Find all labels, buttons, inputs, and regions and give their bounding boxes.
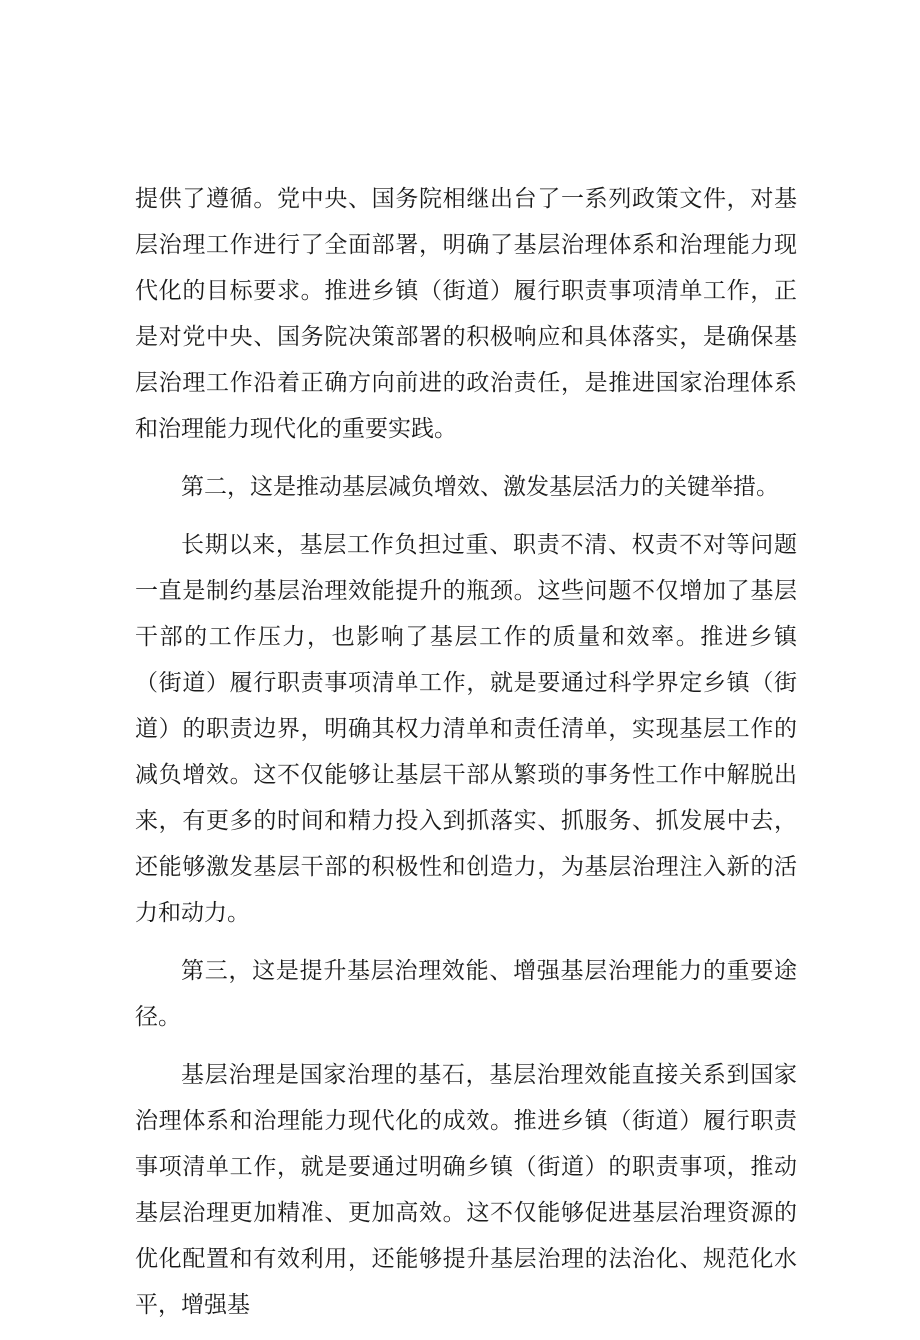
paragraph-continuation: 提供了遵循。党中央、国务院相继出台了一系列政策文件，对基层治理工作进行了全面部署，明确了基层治理体系和治理能力现代化的目标要求。推进乡镇（街道）履行职责事项清单工作，正是对党中央、国务院决策部署的积极响应和具体落实，是确保基层治理工作沿着正确方向前进的政治责任，是推进国家治理体系和治理能力现代化的重要实践。 [135, 186, 797, 442]
paragraph-second-body: 长期以来，基层工作负担过重、职责不清、权责不对等问题一直是制约基层治理效能提升的瓶颈。这些问题不仅增加了基层干部的工作压力，也影响了基层工作的质量和效率。推进乡镇（街道）履行职责事项清单工作，就是要通过科学界定乡镇（街道）的职责边界，明确其权力清单和责任清单，实现基层工作的减负增效。这不仅能够让基层干部从繁琐的事务性工作中解脱出来，有更多的时间和精力投入到抓落实、抓服务、抓发展中去，还能够激发基层干部的积极性和创造力，为基层治理注入新的活力和动力。 [135, 532, 797, 926]
document-body [135, 176, 797, 1340]
section-heading-third: 第三，这是提升基层治理效能、增强基层治理能力的重要途径。 [135, 958, 797, 1030]
paragraph-third-body: 基层治理是国家治理的基石，基层治理效能直接关系到国家治理体系和治理能力现代化的成效。推进乡镇（街道）履行职责事项清单工作，就是要通过明确乡镇（街道）的职责事项，推动基层治理更加精准、更加高效。这不仅能够促进基层治理资源的优化配置和有效利用，还能够提升基层治理的法治化、规范化水平，增强基 [135, 1062, 797, 1318]
section-heading-second: 第二，这是推动基层减负增效、激发基层活力的关键举措。 [181, 474, 779, 500]
